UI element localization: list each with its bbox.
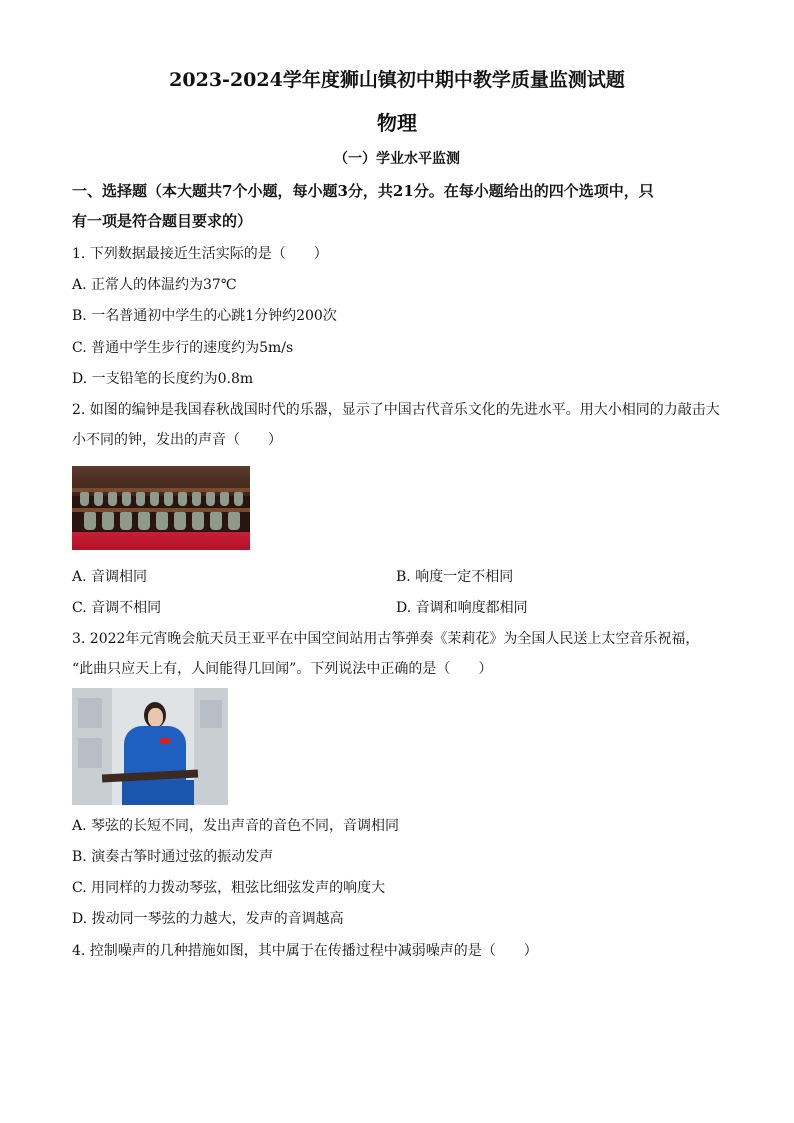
chime-bells-photo xyxy=(72,466,250,550)
question-2-stem-line1: 2. 如图的编钟是我国春秋战国时代的乐器，显示了中国古代音乐文化的先进水平。用大小相同的力敲击大 xyxy=(72,402,720,418)
question-1-option-a: A. 正常人的体温约为37℃ xyxy=(72,277,237,293)
question-2-option-b: B. 响度一定不相同 xyxy=(396,569,514,585)
question-2-option-d: D. 音调和响度都相同 xyxy=(396,600,528,616)
section-title: （一）学业水平监测 xyxy=(334,151,460,167)
exam-title: 2023-2024学年度狮山镇初中期中教学质量监测试题 xyxy=(169,69,625,91)
question-2-stem-line2: 小不同的钟，发出的声音（ ） xyxy=(72,432,282,448)
question-2-option-a: A. 音调相同 xyxy=(72,569,148,585)
question-1-option-b: B. 一名普通初中学生的心跳1分钟约200次 xyxy=(72,308,337,324)
part-heading-line1: 一、选择题（本大题共7个小题，每小题3分，共21分。在每小题给出的四个选项中，只 xyxy=(72,182,654,200)
question-3-option-b: B. 演奏古筝时通过弦的振动发声 xyxy=(72,849,274,865)
subject-title: 物理 xyxy=(377,111,417,135)
question-4-stem: 4. 控制噪声的几种措施如图，其中属于在传播过程中减弱噪声的是（ ） xyxy=(72,943,538,959)
question-1-stem: 1. 下列数据最接近生活实际的是（ ） xyxy=(72,246,328,262)
question-3-option-a: A. 琴弦的长短不同，发出声音的音色不同，音调相同 xyxy=(72,818,400,834)
question-3-option-c: C. 用同样的力拨动琴弦，粗弦比细弦发声的响度大 xyxy=(72,880,386,896)
question-2-option-c: C. 音调不相同 xyxy=(72,600,162,616)
question-3-option-d: D. 拨动同一琴弦的力越大，发声的音调越高 xyxy=(72,911,344,927)
question-1-option-d: D. 一支铅笔的长度约为0.8m xyxy=(72,371,254,387)
astronaut-guzheng-photo xyxy=(72,688,228,805)
question-1-option-c: C. 普通中学生步行的速度约为5m/s xyxy=(72,340,294,356)
question-3-stem-line2: “此曲只应天上有，人间能得几回闻”。下列说法中正确的是（ ） xyxy=(72,661,493,677)
part-heading-line2: 有一项是符合题目要求的） xyxy=(72,212,253,230)
question-3-stem-line1: 3. 2022年元宵晚会航天员王亚平在中国空间站用古筝弹奏《茉莉花》为全国人民送上太空音乐祝福， xyxy=(72,631,700,647)
